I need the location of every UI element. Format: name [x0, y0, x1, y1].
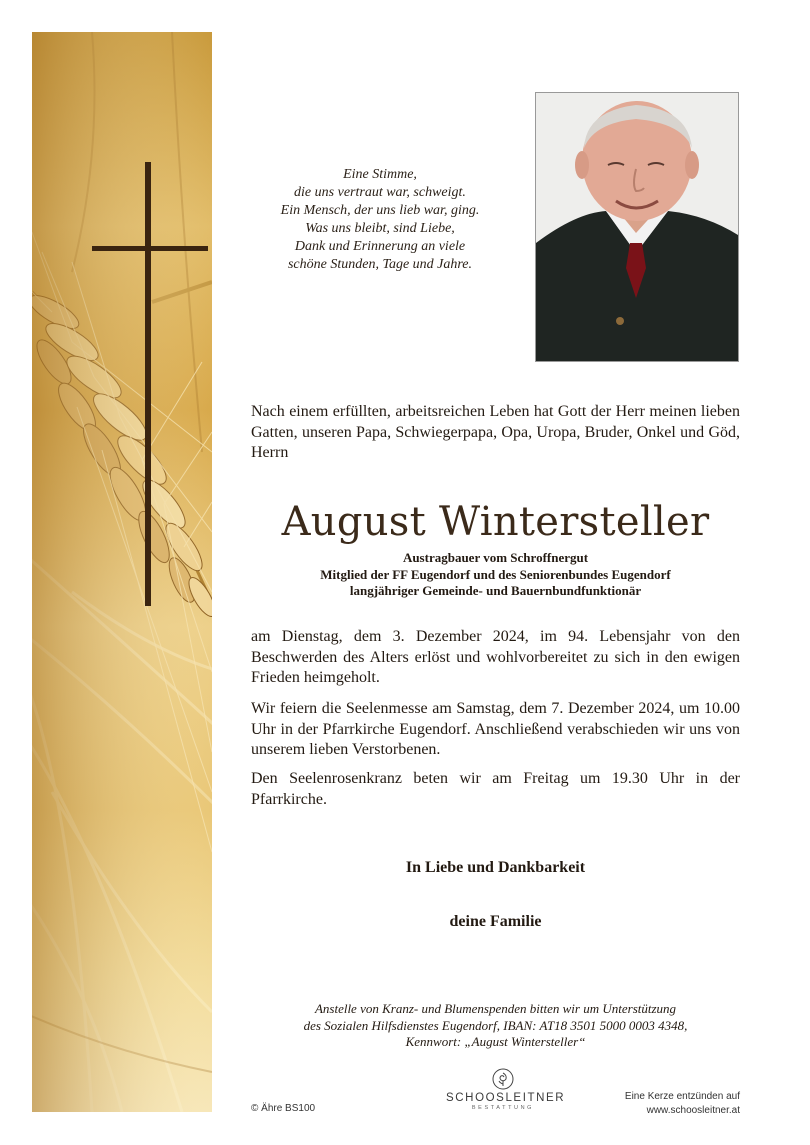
poem-line: Was uns bleibt, sind Liebe,	[305, 221, 455, 236]
death-paragraph: am Dienstag, dem 3. Dezember 2024, im 94. Lebensjahr von den Beschwerden des Alters erlöst und wohlvorbereitet zu sich in den ewigen Frieden heimgeholt.	[251, 628, 740, 686]
rose-icon	[492, 1068, 514, 1090]
logo-brand: SCHOOSLEITNER	[446, 1092, 566, 1104]
donation-line: Kennwort: „August Wintersteller“	[405, 1034, 586, 1049]
cross-icon	[92, 162, 208, 606]
cross-vertical-bar	[145, 162, 151, 606]
title-line: Mitglied der FF Eugendorf und des Seniorenbundes Eugendorf	[320, 566, 671, 582]
candle-text: Eine Kerze entzünden auf	[624, 1091, 740, 1102]
donation-line: des Sozialen Hilfsdienstes Eugendorf, IBAN: AT18 3501 5000 0003 4348,	[303, 1017, 688, 1033]
deceased-name: August Wintersteller	[281, 499, 710, 545]
intro-text: Nach einem erfüllten, arbeitsreichen Leben hat Gott der Herr meinen lieben Gatten, unseren Papa, Schwiegerpapa, Opa, Uropa, Bruder, Onkel und Göd, Herrn	[251, 403, 740, 461]
funeral-home-logo	[446, 1068, 566, 1111]
cross-horizontal-bar	[92, 246, 208, 251]
deceased-titles	[251, 550, 740, 600]
poem-line: die uns vertraut war, schweigt.	[294, 185, 466, 200]
logo-subtitle: BESTATTUNG	[471, 1105, 535, 1111]
wheat-panel	[32, 32, 212, 1112]
poem-line: schöne Stunden, Tage und Jahre.	[287, 257, 473, 272]
title-line: langjähriger Gemeinde- und Bauernbundfunktionär	[349, 583, 642, 598]
mass-paragraph: Wir feiern die Seelenmesse am Samstag, dem 7. Dezember 2024, um 10.00 Uhr in der Pfarrkirche Eugendorf. Anschließend verabschieden wir uns von unserem lieben Verstorbenen.	[251, 700, 740, 758]
family-signature: deine Familie	[449, 913, 542, 930]
donation-line: Anstelle von Kranz- und Blumenspenden bitten wir um Unterstützung	[314, 1001, 677, 1016]
closing-line: In Liebe und Dankbarkeit	[405, 859, 586, 876]
candle-note	[590, 1090, 740, 1117]
rosary-paragraph: Den Seelenrosenkranz beten wir am Freitag um 19.30 Uhr in der Pfarrkirche.	[251, 770, 740, 808]
portrait-illustration	[536, 93, 738, 361]
poem	[246, 166, 514, 274]
title-line: Austragbauer vom Schroffnergut	[402, 550, 589, 565]
donation-note	[251, 1001, 740, 1051]
poem-line: Dank und Erinnerung an viele	[294, 239, 466, 254]
portrait-photo	[535, 92, 739, 362]
copyright-note: © Ähre BS100	[251, 1103, 316, 1114]
candle-link[interactable]: www.schoosleitner.at	[646, 1104, 740, 1116]
poem-line: Eine Stimme,	[343, 167, 417, 182]
poem-line: Ein Mensch, der uns lieb war, ging.	[280, 203, 480, 218]
